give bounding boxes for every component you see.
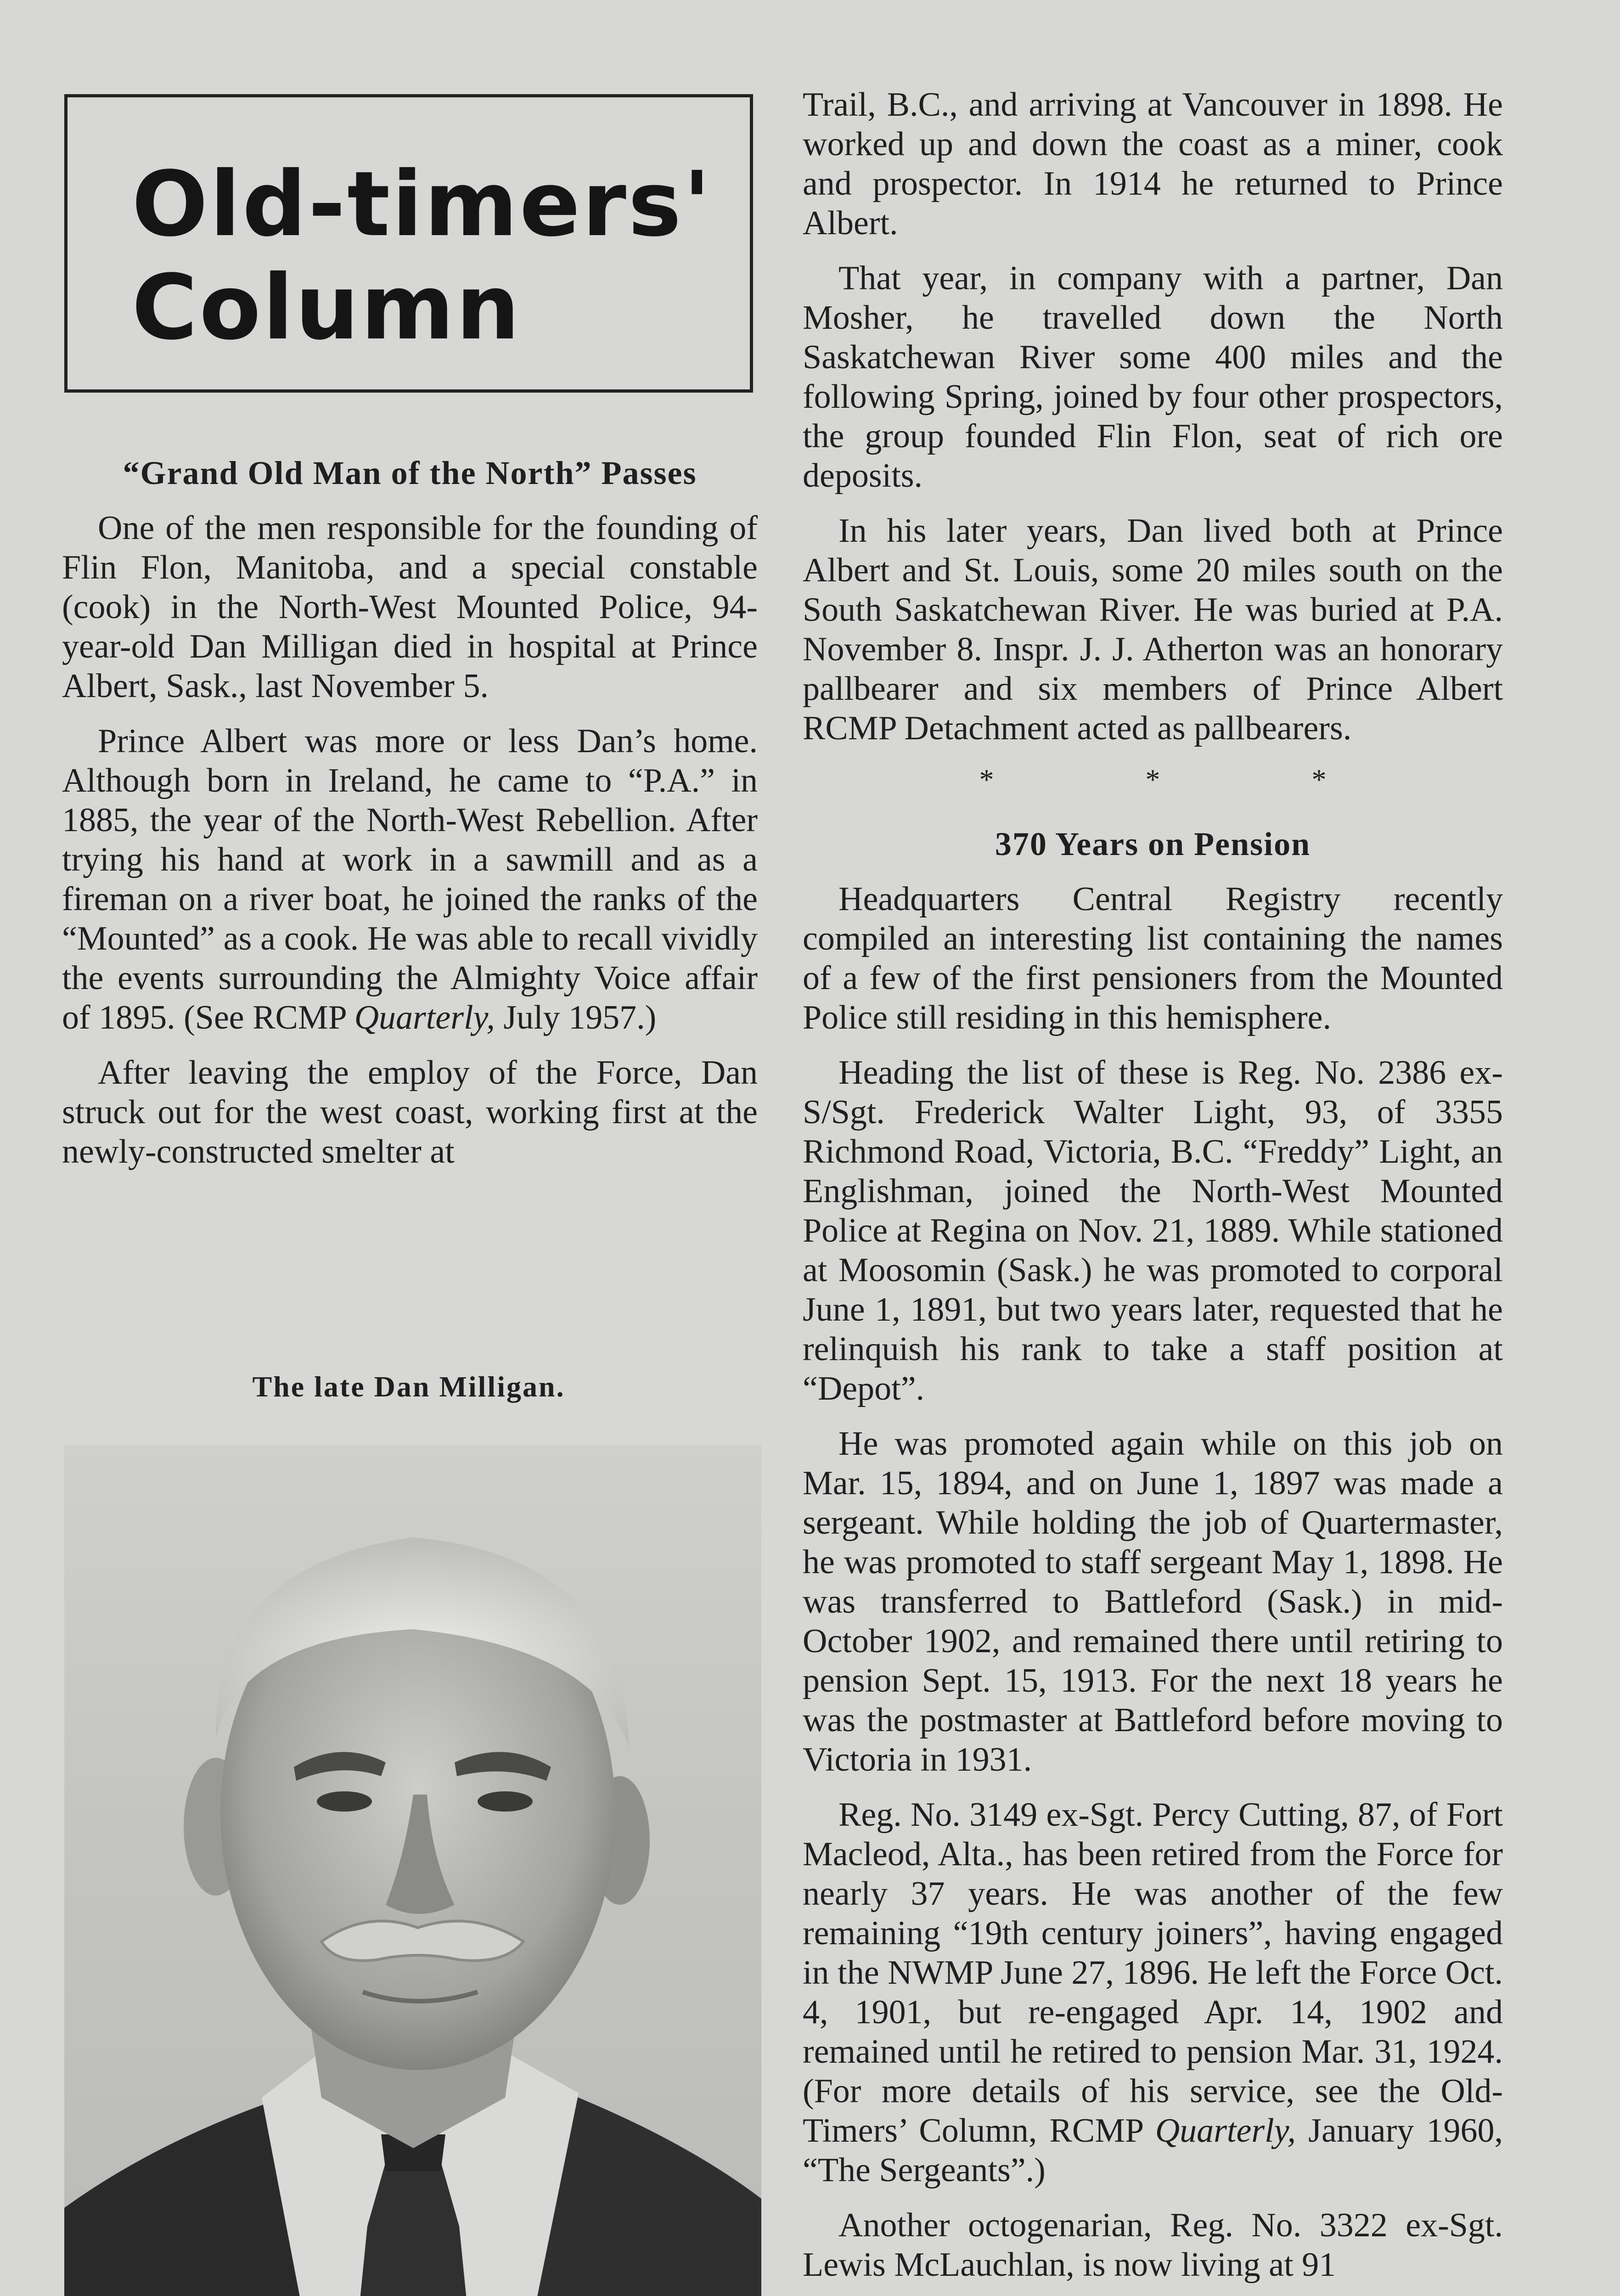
portrait-photo xyxy=(64,1446,761,2296)
column-title-line-2: Column xyxy=(132,255,522,360)
separator-star: * xyxy=(1145,763,1160,796)
paragraph: That year, in company with a partner, Dan Mosher, he travelled down the North Saskatchewan River some 400 miles and the following Spring, joined by four other prospectors, the group founded Flin Flon, seat of rich ore deposits. xyxy=(803,259,1503,495)
separator-star: * xyxy=(1311,763,1327,796)
section-separator xyxy=(803,764,1503,796)
article-heading-pension: 370 Years on Pension xyxy=(995,826,1311,862)
photo-caption: The late Dan Milligan. xyxy=(252,1370,565,1403)
column-title-line-1: Old-timers' xyxy=(132,152,713,256)
paragraph: In his later years, Dan lived both at Prince Albert and St. Louis, some 20 miles south on the South Saskatchewan River. He was buried at P.A. November 8. Inspr. J. J. Atherton was an honorary pallbearer and six members of Prince Albert RCMP Detachment acted as pallbearers. xyxy=(803,512,1503,747)
left-column xyxy=(62,452,758,1187)
paragraph-text: July 1957.) xyxy=(495,999,657,1036)
separator-star: * xyxy=(979,763,994,796)
paragraph: Another octogenarian, Reg. No. 3322 ex-Sgt. Lewis McLauchlan, is now living at 91 xyxy=(803,2206,1503,2284)
paragraph xyxy=(62,721,758,1037)
paragraph: Headquarters Central Registry recently compiled an interesting list containing the names of a few of the first pensioners from the Mounted Police still residing in this hemisphere. xyxy=(803,880,1503,1036)
paragraph-text: Reg. No. 3149 ex-Sgt. Percy Cutting, 87, of Fort Macleod, Alta., has been retired from the Force for nearly 37 years. He was another of the few remaining “19th century joiners”, having engaged in the NWMP June 27, 1896. He left the Force Oct. 4, 1901, but re-engaged Apr. 14, 1902 and remained until he retired to pension Mar. 31, 1924. (For more details of his service, see the Old-Timers’ Column, RCMP xyxy=(803,1796,1503,2150)
paragraph: He was promoted again while on this job on Mar. 15, 1894, and on June 1, 1897 was made a sergeant. While holding the job of Quartermaster, he was promoted to staff sergeant May 1, 1898. He was transferred to Battleford (Sask.) in mid-October 1902, and remained there until retiring to pension Sept. 15, 1913. For the next 18 years he was the postmaster at Battleford before moving to Victoria in 1931. xyxy=(803,1425,1503,1778)
paragraph-text: January 1960, “The Sergeants”.) xyxy=(803,2112,1503,2189)
article-heading-milligan: “Grand Old Man of the North” Passes xyxy=(123,455,697,491)
italic-reference: Quarterly, xyxy=(354,999,495,1036)
paragraph xyxy=(803,1795,1503,2190)
paragraph: Heading the list of these is Reg. No. 2386 ex-S/Sgt. Frederick Walter Light, 93, of 3355 Richmond Road, Victoria, B.C. “Freddy” Light, an Englishman, joined the North-West Mounted Police at Regina on Nov. 21, 1889. While stationed at Moosomin (Sask.) he was promoted to corporal June 1, 1891, but two years later, requested that he relinquish his rank to take a staff position at “Depot”. xyxy=(803,1054,1503,1407)
paragraph-continuation: Trail, B.C., and arriving at Vancouver in 1898. He worked up and down the coast as a miner, cook and prospector. In 1914 he returned to Prince Albert. xyxy=(803,86,1503,242)
italic-reference: Quarterly, xyxy=(1155,2112,1296,2150)
paragraph-text: Prince Albert was more or less Dan’s home. Although born in Ireland, he came to “P.A.” in 1885, the year of the North-West Rebellion. After trying his hand at work in a sawmill and as a fireman on a river boat, he joined the ranks of the “Mounted” as a cook. He was able to recall vividly the events surrounding the Almighty Voice affair of 1895. (See RCMP xyxy=(62,722,758,1036)
paragraph: One of the men responsible for the founding of Flin Flon, Manitoba, and a special constable (cook) in the North-West Mounted Police, 94-year-old Dan Milligan died in hospital at Prince Albert, Sask., last November 5. xyxy=(62,509,758,705)
right-column xyxy=(803,85,1503,2296)
portrait-illustration xyxy=(64,1446,761,2296)
column-title-box xyxy=(64,94,753,393)
paragraph: After leaving the employ of the Force, Dan struck out for the west coast, working first at the newly-constructed smelter at xyxy=(62,1054,758,1171)
